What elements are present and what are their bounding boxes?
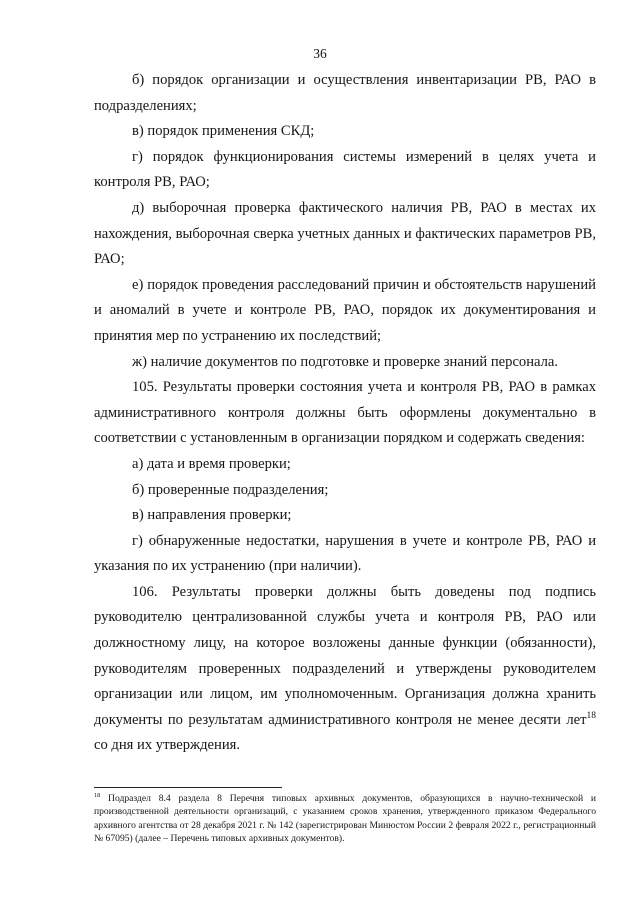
list-item-zh: ж) наличие документов по подготовке и проверке знаний персонала.	[132, 353, 559, 370]
clause-105-item-b: б) проверенные подразделения;	[132, 481, 329, 498]
footnote-reference: 18	[586, 710, 596, 721]
clause-106	[94, 580, 596, 759]
clause-105-item-g: г) обнаруженные недостатки, нарушения в учете и контроле РВ, РАО и указания по их устранению (при наличии).	[94, 532, 596, 575]
clause-105: 105. Результаты проверки состояния учета и контроля РВ, РАО в рамках административного контроля должны быть оформлены документально в соответствии с установленным в организации порядком и содержать сведения:	[94, 379, 596, 447]
list-item-b: б) порядок организации и осуществления инвентаризации РВ, РАО в подразделениях;	[94, 72, 596, 114]
clause-106-text: 106. Результаты проверки должны быть доведены под подпись руководителю централизованной службы учета и контроля РВ, РАО или должностному лицу, на которое возложены данные функции (обязанности), руководителям проверенных подразделений и утверждены руководителем организации или лицом, им уполномоченным. Организация должна хранить документы по результатам административного контроля не менее десяти лет	[94, 583, 596, 728]
clause-105-item-v: в) направления проверки;	[132, 507, 292, 524]
footnote-text: Подраздел 8.4 раздела 8 Перечня типовых архивных документов, образующихся в научно-технической и производственной деятельности организаций, с указанием сроков хранения, утвержденного приказом Федерального архивного агентства от 28 декабря 2021 г. № 142 (зарегистрирован Минюстом России 2 февраля 2022 г., регистрационный № 67095) (далее – Перечень типовых архивных документов).	[94, 793, 596, 845]
page-number: 36	[313, 46, 327, 61]
clause-106-tail: со дня их утверждения.	[94, 737, 240, 754]
list-item-v: в) порядок применения СКД;	[132, 123, 315, 140]
list-item-e: е) порядок проведения расследований причин и обстоятельств нарушений и аномалий в учете и контроле РВ, РАО, порядок их документирования и принятия мер по устранению их последствий;	[94, 276, 596, 344]
document-body	[94, 68, 596, 759]
footnote	[94, 792, 596, 846]
list-item-g: г) порядок функционирования системы измерений в целях учета и контроля РВ, РАО;	[94, 148, 596, 191]
clause-105-item-a: а) дата и время проверки;	[132, 455, 291, 472]
list-item-d: д) выборочная проверка фактического наличия РВ, РАО в местах их нахождения, выборочная сверка учетных данных и фактических параметров РВ, РАО;	[94, 199, 596, 268]
footnote-marker: 18	[94, 791, 101, 799]
footnote-separator	[94, 787, 282, 788]
